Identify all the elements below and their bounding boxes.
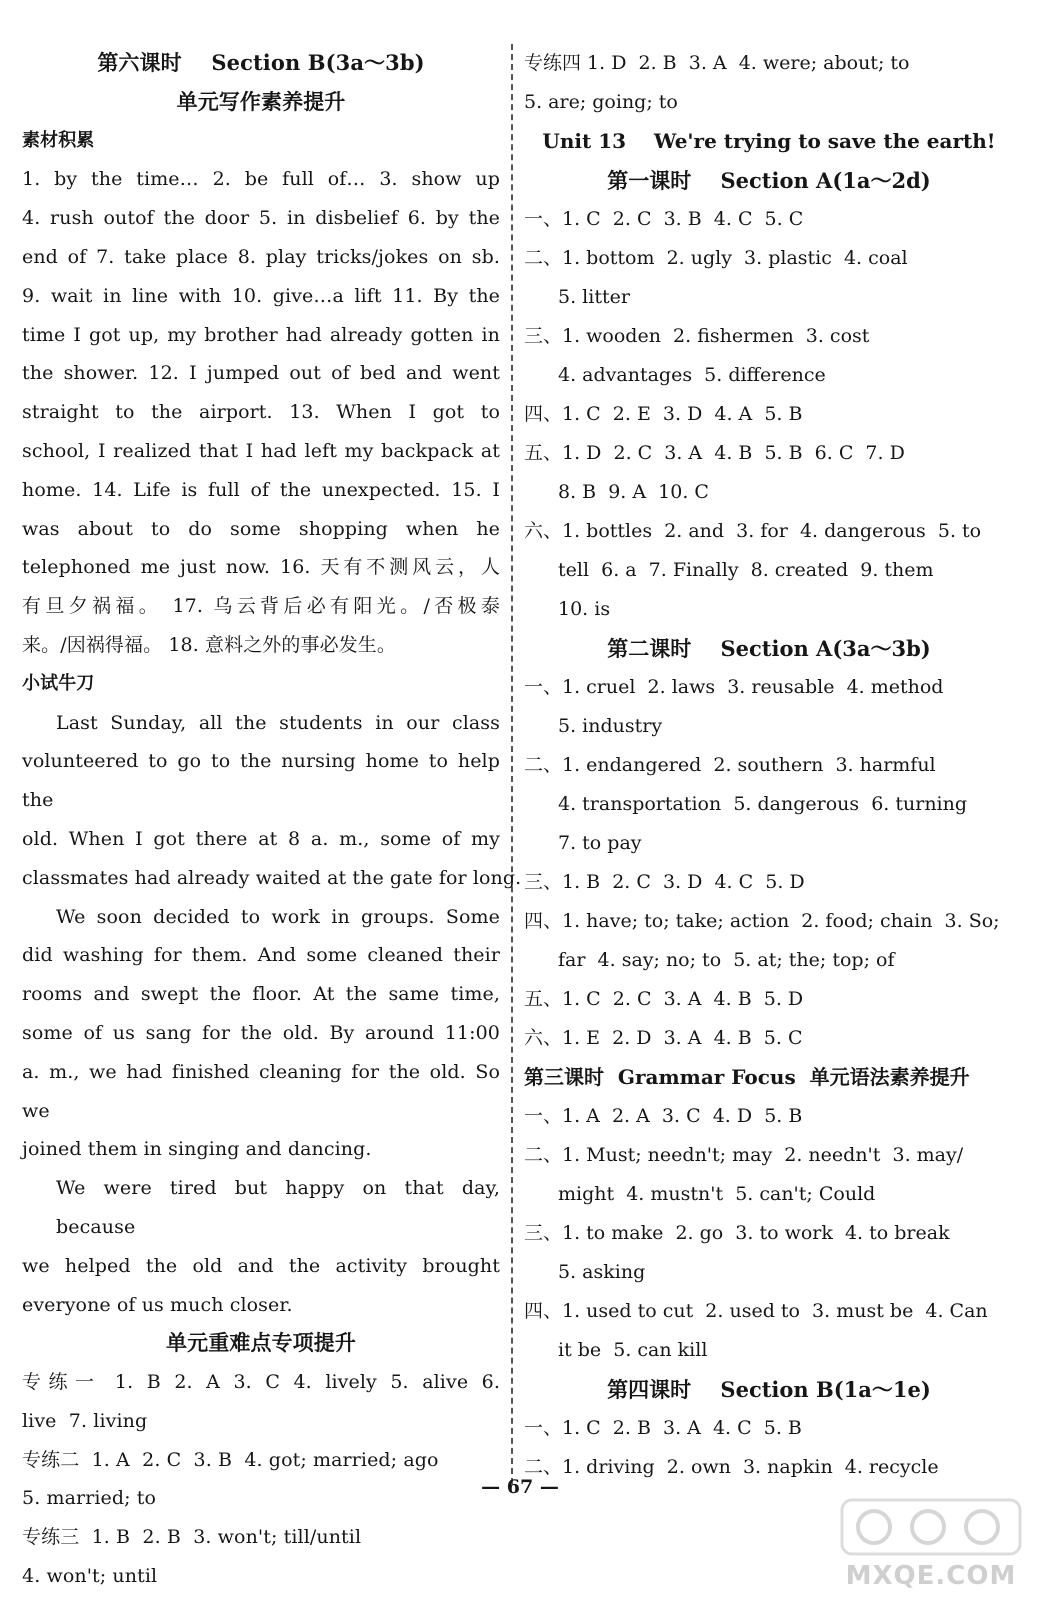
drill-line: 专练四 1. D 2. B 3. A 4. were; about; to <box>524 52 910 74</box>
watermark-logo <box>836 1496 1026 1592</box>
text-line: home. 14. Life is full of the unexpected. 15. I <box>22 478 500 501</box>
text-line: 来。/因祸得福。 18. 意料之外的事必发生。 <box>22 633 396 656</box>
essay-line: Last Sunday, all the students in our class <box>56 711 500 734</box>
drill-line: 4. won't; until <box>22 1565 158 1588</box>
answer-line: 一、1. C 2. C 3. B 4. C 5. C <box>524 208 804 230</box>
drill-line: live 7. living <box>22 1409 148 1432</box>
essay-line: did washing for them. And some cleaned their <box>22 944 500 967</box>
essay-line: joined them in singing and dancing. <box>22 1138 372 1161</box>
answer-line: 4. advantages 5. difference <box>558 364 826 386</box>
right-column <box>524 44 1014 1487</box>
essay-line: We soon decided to work in groups. Some <box>56 905 500 928</box>
essay-line: We were tired but happy on that day, because <box>56 1177 500 1238</box>
answer-line: 六、1. bottles 2. and 3. for 4. dangerous 5. to <box>524 520 982 542</box>
answer-line: 四、1. C 2. E 3. D 4. A 5. B <box>524 403 803 425</box>
watermark-text: MXQE.COM <box>845 1561 1017 1591</box>
text-line: end of 7. take place 8. play tricks/jokes on sb. <box>22 245 500 268</box>
essay-line: some of us sang for the old. By around 11:00 <box>22 1021 500 1044</box>
drill-line: 专练二 1. A 2. C 3. B 4. got; married; ago <box>22 1448 439 1471</box>
lesson-title: 第三课时 Grammar Focus 单元语法素养提升 <box>524 1065 970 1089</box>
essay-line: everyone of us much closer. <box>22 1293 293 1316</box>
lesson-title: 第一课时 Section A(1a～2d) <box>607 168 931 193</box>
drill-line: 专练一 1. B 2. A 3. C 4. lively 5. alive 6. <box>22 1371 500 1394</box>
answer-line: 六、1. E 2. D 3. A 4. B 5. C <box>524 1027 803 1049</box>
answer-line: 5. asking <box>558 1261 646 1283</box>
text-line: 1. by the time… 2. be full of… 3. show up <box>22 168 500 191</box>
answer-line: it be 5. can kill <box>558 1339 708 1361</box>
drill-line: 5. are; going; to <box>524 91 678 113</box>
answer-line: 三、1. to make 2. go 3. to work 4. to break <box>524 1222 950 1244</box>
text-line: straight to the airport. 13. When I got to <box>22 401 500 424</box>
essay-line: rooms and swept the floor. At the same time, <box>22 983 500 1006</box>
answer-line: 二、1. Must; needn't; may 2. needn't 3. may/ <box>524 1144 964 1166</box>
essay-line: old. When I got there at 8 a. m., some of my <box>22 827 500 850</box>
answer-line: 8. B 9. A 10. C <box>558 481 709 503</box>
answer-line: 五、1. C 2. C 3. A 4. B 5. D <box>524 988 804 1010</box>
text-line: school, I realized that I had left my backpack at <box>22 439 500 462</box>
essay-line: volunteered to go to the nursing home to help the <box>22 750 500 812</box>
unit-title: Unit 13 We're trying to save the earth! <box>542 129 996 153</box>
drill-line: 5. married; to <box>22 1487 157 1510</box>
answer-line: 三、1. B 2. C 3. D 4. C 5. D <box>524 871 805 893</box>
answer-line: 五、1. D 2. C 3. A 4. B 5. B 6. C 7. D <box>524 442 905 464</box>
answer-line: 5. industry <box>558 715 663 737</box>
section-heading: 单元重难点专项提升 <box>166 1330 356 1356</box>
text-line: 4. rush outof the door 5. in disbelief 6. by the <box>22 207 500 230</box>
answer-line: 二、1. driving 2. own 3. napkin 4. recycle <box>524 1456 939 1478</box>
essay-line: a. m., we had finished cleaning for the old. So we <box>22 1060 500 1122</box>
answer-line: 一、1. A 2. A 3. C 4. D 5. B <box>524 1105 803 1127</box>
subsection-heading: 素材积累 <box>22 129 95 151</box>
answer-line: 7. to pay <box>558 832 642 854</box>
subsection-heading: 小试牛刀 <box>22 672 95 694</box>
lesson-title: 第六课时 Section B(3a～3b) <box>97 50 425 75</box>
essay-line: we helped the old and the activity brought <box>22 1254 500 1277</box>
page-number: — 67 — <box>481 1476 559 1498</box>
text-line: 9. wait in line with 10. give…a lift 11. By the <box>22 284 500 307</box>
answer-line: 二、1. endangered 2. southern 3. harmful <box>524 754 936 776</box>
drill-line: 专练三 1. B 2. B 3. won't; till/until <box>22 1526 362 1549</box>
answer-line: 一、1. C 2. B 3. A 4. C 5. B <box>524 1417 802 1439</box>
answer-line: 四、1. have; to; take; action 2. food; chain 3. So; <box>524 910 1000 932</box>
lesson-title: 第二课时 Section A(3a～3b) <box>607 636 931 661</box>
answer-line: 5. litter <box>558 286 630 308</box>
text-line: the shower. 12. I jumped out of bed and went <box>22 362 500 385</box>
answer-line: 一、1. cruel 2. laws 3. reusable 4. method <box>524 676 944 698</box>
text-line: time I got up, my brother had already gotten in <box>22 323 500 346</box>
section-heading: 单元写作素养提升 <box>176 88 346 114</box>
column-divider <box>511 44 513 1484</box>
text-line: was about to do some shopping when he <box>22 517 500 540</box>
text-line: 有旦夕祸福。 17. 乌云背后必有阳光。/否极泰 <box>22 595 500 618</box>
answer-line: 10. is <box>558 598 611 620</box>
answer-line: 4. transportation 5. dangerous 6. turning <box>558 793 968 815</box>
answer-line: far 4. say; no; to 5. at; the; top; of <box>558 949 895 971</box>
answer-line: tell 6. a 7. Finally 8. created 9. them <box>558 559 934 581</box>
answer-line: 二、1. bottom 2. ugly 3. plastic 4. coal <box>524 247 908 269</box>
essay-line: classmates had already waited at the gate for long. <box>22 866 522 889</box>
answer-line: might 4. mustn't 5. can't; Could <box>558 1183 876 1205</box>
answer-line: 四、1. used to cut 2. used to 3. must be 4. Can <box>524 1300 988 1322</box>
lesson-title: 第四课时 Section B(1a～1e) <box>607 1377 931 1402</box>
text-line: telephoned me just now. 16. 天有不测风云，人 <box>22 556 500 579</box>
answer-line: 三、1. wooden 2. fishermen 3. cost <box>524 325 870 347</box>
